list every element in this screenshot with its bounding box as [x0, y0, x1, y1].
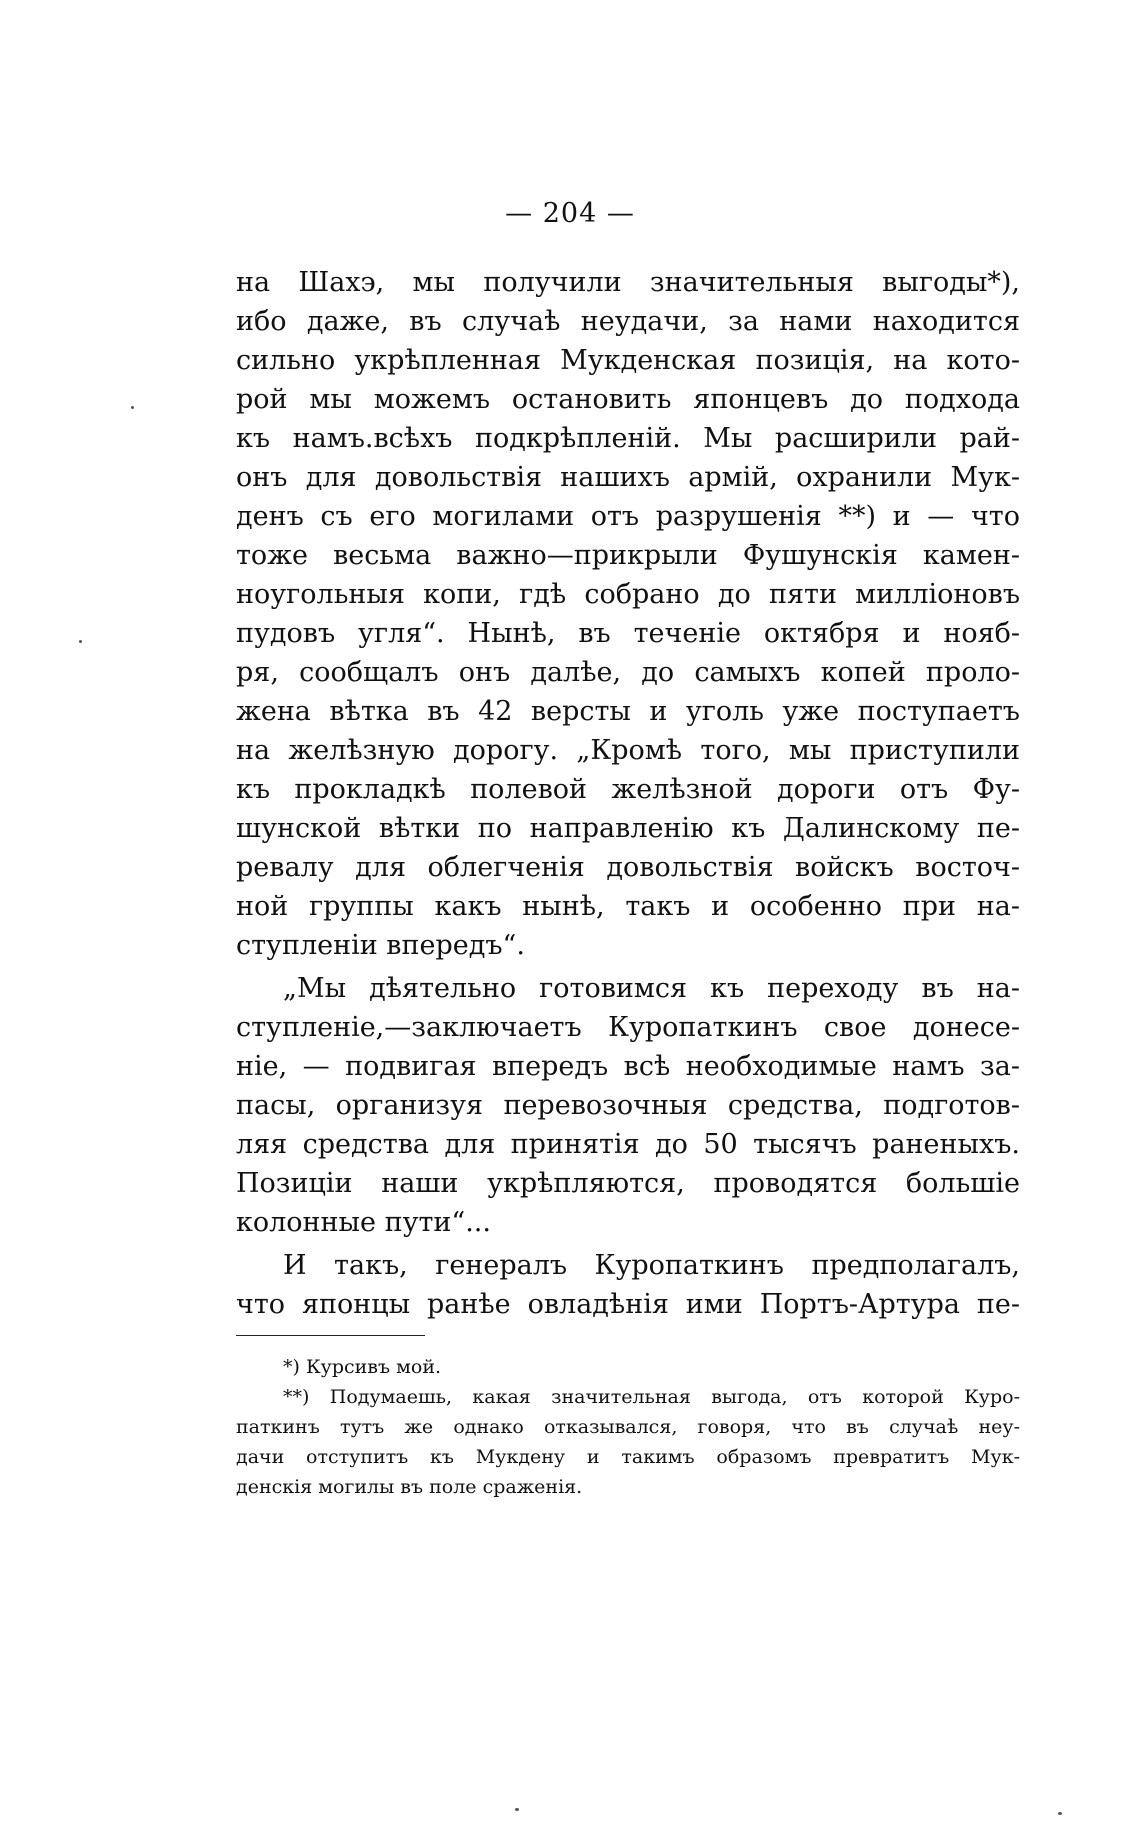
text-line: ря, сообщалъ онъ далѣе, до самыхъ копей проло-	[236, 657, 1020, 688]
footnote-line: *) Курсивъ мой.	[283, 1356, 442, 1378]
text-line: ноугольныя копи, гдѣ собрано до пяти милліоновъ	[236, 579, 1020, 610]
footnote-line: **) Подумаешь, какая значительная выгода, отъ которой Куро-	[283, 1386, 1020, 1408]
text-line: „Мы дѣятельно готовимся къ переходу въ на-	[283, 973, 1020, 1004]
text-line: къ прокладкѣ полевой желѣзной дороги отъ Фу-	[236, 774, 1020, 805]
text-line: ляя средства для принятія до 50 тысячъ раненыхъ.	[236, 1129, 1020, 1160]
text-line: ступленіи впередъ“.	[236, 930, 525, 961]
text-line: сильно укрѣпленная Мукденская позиція, на кото-	[236, 345, 1020, 376]
page-number: — 204 —	[505, 198, 635, 229]
text-line: жена вѣтка въ 42 версты и уголь уже поступаетъ	[236, 696, 1020, 727]
text-line: ибо даже, въ случаѣ неудачи, за нами находится	[236, 306, 1020, 337]
text-line: ной группы какъ нынѣ, такъ и особенно при на-	[236, 891, 1020, 922]
scan-speck	[131, 406, 134, 409]
text-line: къ намъ.всѣхъ подкрѣпленій. Мы расширили рай-	[236, 423, 1020, 454]
text-line: ступленіе,—заключаетъ Куропаткинъ свое донесе-	[236, 1012, 1020, 1043]
footnote-rule	[236, 1335, 425, 1336]
text-line: ніе, — подвигая впередъ всѣ необходимые намъ за-	[236, 1051, 1020, 1082]
text-line: пудовъ угля“. Нынѣ, въ теченіе октября и нояб-	[236, 618, 1020, 649]
text-line: на желѣзную дорогу. „Кромѣ того, мы приступили	[236, 735, 1020, 766]
text-line: И такъ, генералъ Куропаткинъ предполагалъ,	[283, 1250, 1020, 1281]
text-line: ревалу для облегченія довольствія войскъ восточ-	[236, 852, 1020, 883]
text-line: тоже весьма важно—прикрыли Фушунскія камен-	[236, 540, 1020, 571]
text-line: на Шахэ, мы получили значительныя выгоды*),	[236, 267, 1020, 298]
footnote-line: паткинъ тутъ же однако отказывался, говоря, что въ случаѣ неу-	[236, 1416, 1020, 1438]
footnote-line: дачи отступитъ къ Мукдену и такимъ образомъ превратитъ Мук-	[236, 1446, 1020, 1468]
text-line: рой мы можемъ остановить японцевъ до подхода	[236, 384, 1020, 415]
text-line: шунской вѣтки по направленію къ Далинскому пе-	[236, 813, 1020, 844]
text-line: денъ съ его могилами отъ разрушенія **) и — что	[236, 501, 1020, 532]
text-line: колонные пути“...	[236, 1207, 491, 1238]
text-line: что японцы ранѣе овладѣнія ими Портъ-Артура пе-	[236, 1289, 1020, 1320]
text-line: Позиціи наши укрѣпляются, проводятся большіе	[236, 1168, 1020, 1199]
text-line: онъ для довольствія нашихъ армій, охранили Мук-	[236, 462, 1020, 493]
scan-speck	[1058, 1812, 1062, 1815]
footnotes	[236, 1352, 1020, 1502]
footnote-line: денскія могилы въ поле сраженія.	[236, 1476, 583, 1498]
scan-speck	[515, 1808, 519, 1811]
text-line: пасы, организуя перевозочныя средства, подготов-	[236, 1090, 1020, 1121]
body-text	[236, 263, 1020, 1324]
scan-speck	[79, 640, 82, 643]
